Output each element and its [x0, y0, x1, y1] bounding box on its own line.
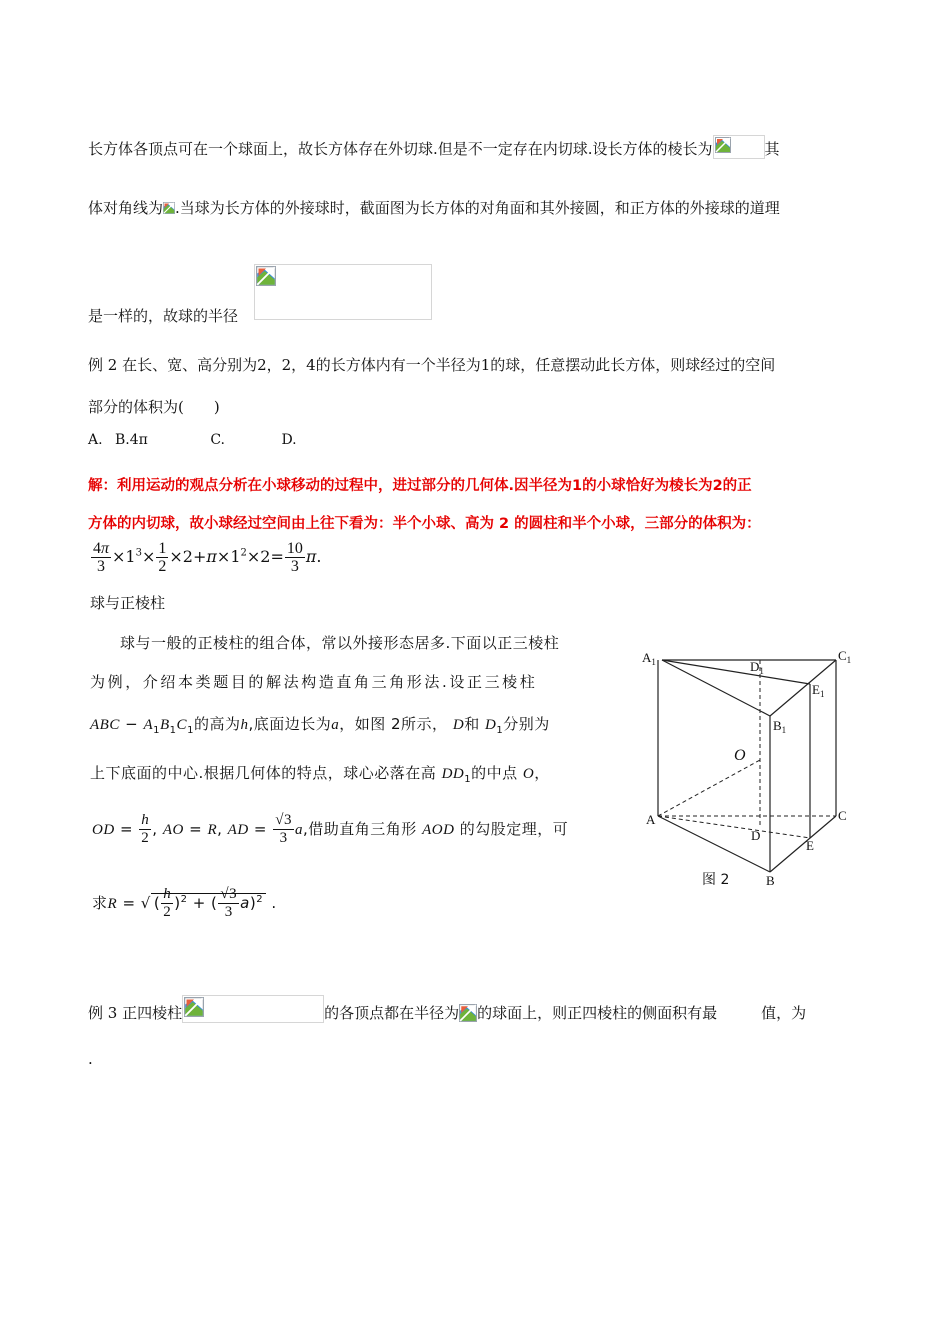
- solution-label: 解：: [88, 478, 117, 494]
- broken-image-icon: [182, 995, 324, 1023]
- text: 的各顶点都在半径为: [324, 1004, 460, 1022]
- example2-line1: 例 2 在长、宽、高分别为2，2，4的长方体内有一个半径为1的球，任意摆动此长方体，则球经过的空间: [88, 356, 776, 374]
- solution-line1: [88, 474, 752, 495]
- paragraph1-line3: [88, 305, 238, 326]
- label-b1: $B_1$: [773, 718, 787, 735]
- broken-image-icon: [459, 1003, 477, 1023]
- paragraph1-line2: [88, 197, 780, 218]
- text: 借助直角三角形: [308, 820, 417, 838]
- text: 分别为: [503, 715, 550, 733]
- paragraph1-line1: [88, 135, 780, 159]
- label-a: A: [646, 812, 656, 827]
- figure-caption: 图 2: [702, 872, 730, 888]
- label-c1: $C_1$: [838, 648, 852, 665]
- broken-image-icon: [254, 264, 432, 320]
- text: 的球面上，则正四棱柱的侧面积有最: [477, 1004, 718, 1022]
- text: 利用运动的观点分析在小球移动的过程中，进过部分的几何体.因半径为1的小球恰好为棱长为2的正: [117, 478, 752, 494]
- section-line3: ABC − $A_1B_1C_1$的高为h,底面边长为a，如图 2所示， D和 $D_1$分别为: [90, 715, 550, 736]
- label-b: B: [766, 873, 775, 888]
- text: 的中点: [471, 764, 518, 782]
- label-a1: $A_1$: [642, 650, 656, 667]
- text: 上下底面的中心.根据几何体的特点，球心必落在高: [90, 764, 437, 782]
- label-e: E: [806, 838, 814, 853]
- text: 和: [464, 715, 480, 733]
- example2-line2: 部分的体积为( ): [88, 398, 220, 416]
- text: 长方体各顶点可在一个球面上，故长方体存在外切球.但是不一定存在内切球.设长方体的棱长为: [88, 140, 713, 158]
- example3-end: .: [88, 1050, 93, 1068]
- broken-image-icon: [163, 198, 175, 218]
- option-b: B.4π: [115, 432, 148, 448]
- label-d: D: [751, 828, 761, 843]
- text: 值，为: [761, 1004, 807, 1022]
- label-c: C: [838, 808, 847, 823]
- section-line1: 球与一般的正棱柱的组合体，常以外接形态居多.下面以正三棱柱: [120, 634, 560, 652]
- text: 的高为: [193, 715, 241, 733]
- section-line2: 为例，介绍本类题目的解法构造直角三角形法.设正三棱柱: [90, 673, 538, 691]
- section-line4: 上下底面的中心.根据几何体的特点，球心必落在高 $DD_1$的中点 O，: [90, 764, 550, 785]
- label-e1: $E_1$: [812, 682, 825, 699]
- text: 底面边长为: [253, 715, 332, 733]
- solution-formula: $\frac{4\pi}{3}$ $\times 1^3\times$ $\frac{1}{2}$ $\times 2+\pi\times 1^2\times 2=$ $\frac{10}{3}$ π.: [93, 540, 322, 575]
- text: 其: [764, 140, 780, 158]
- text: ，如图 2所示，: [339, 715, 448, 733]
- label-d1: $D_1$: [750, 659, 764, 676]
- broken-image-icon: [713, 135, 765, 159]
- text: 求: [92, 894, 108, 912]
- section-heading: 球与正棱柱: [90, 594, 166, 612]
- option-d: D.: [281, 432, 297, 448]
- example3-line: [88, 995, 806, 1023]
- text: 例 3 正四棱柱: [88, 1004, 183, 1022]
- section-line5: OD = $\frac{h}{2}$ , AO = R, AD = $\frac{√3}{3}$ a,借助直角三角形 AOD 的勾股定理，可: [92, 812, 569, 846]
- prism-figure: [640, 640, 870, 890]
- text: 的勾股定理，可: [459, 820, 569, 838]
- option-a: A.: [88, 432, 103, 448]
- section-line6: 求R = √ ( $\frac{h}{2}$ )$^2$ + ( $\frac{√3}{3}$ a)$^2$ .: [92, 886, 277, 920]
- example2-options: [88, 432, 297, 448]
- text: 是一样的，故球的半径: [88, 307, 239, 325]
- text: 体对角线为: [88, 199, 164, 217]
- solution-line2: 方体的内切球，故小球经过空间由上往下看为：半个小球、高为 2 的圆柱和半个小球，三部分的体积为：: [88, 516, 761, 532]
- option-c: C.: [210, 432, 225, 448]
- text: .当球为长方体的外接球时，截面图为长方体的对角面和其外接圆，和正方体的外接球的道理: [175, 199, 780, 217]
- label-o: O: [734, 747, 746, 764]
